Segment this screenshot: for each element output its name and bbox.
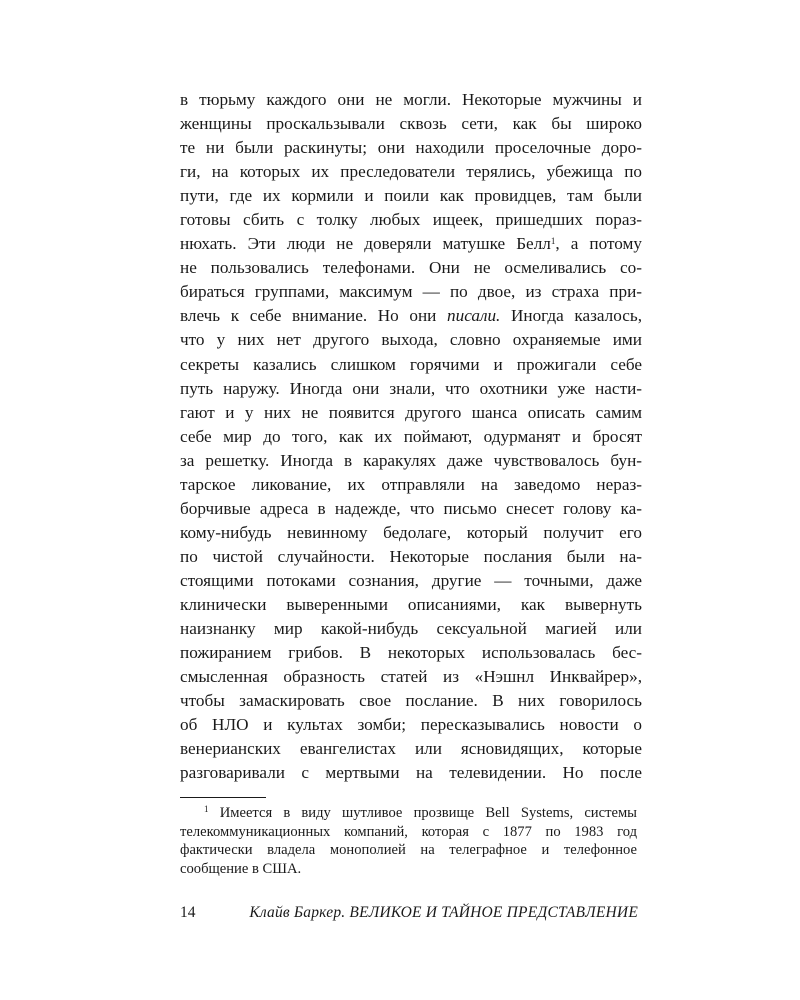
- footnote-divider: [180, 797, 266, 798]
- text-line: по чистой случайности. Некоторые послания были на-: [180, 546, 642, 566]
- text-line: пожиранием грибов. В некоторых использовалась бес-: [180, 643, 642, 663]
- text-line: готовы сбить с толку любых ищеек, пришедших пораз-: [180, 210, 642, 230]
- text-line: венерианских евангелистах или ясновидящих, которые: [180, 739, 642, 759]
- text-line: пути, где их кормили и поили как провидцев, там были: [180, 186, 642, 206]
- text-line: в тюрьму каждого они не могли. Некоторые мужчины и: [180, 90, 642, 109]
- text-line: те ни были раскинуты; они находили проселочные доро-: [180, 138, 642, 158]
- text-line: путь наружу. Иногда они знали, что охотники уже насти-: [180, 378, 642, 398]
- text-segment: влечь к себе внимание. Но они: [180, 306, 437, 326]
- footnote-line: фактически владела монополией на телеграфное и телефонное: [180, 842, 637, 858]
- text-line: разговаривали с мертвыми на телевидении. Но после: [180, 763, 642, 783]
- text-line: за решетку. Иногда в каракулях даже чувствовалось бун-: [180, 450, 642, 470]
- text-line: чтобы замаскировать свое послание. В них говорилось: [180, 691, 642, 711]
- text-line: себе мир до того, как их поймают, одурманят и бросят: [180, 426, 642, 446]
- text-line: смысленная образность статей из «Нэшнл Инквайрер»,: [180, 667, 642, 687]
- footnote-text: Имеется в виду шутливое прозвище Bell Systems, системы: [219, 805, 637, 821]
- footnote-line: [180, 804, 637, 823]
- text-line: тарское ликование, их отправляли на заведомо нераз-: [180, 474, 642, 494]
- text-line-with-italic: [180, 304, 642, 328]
- footnote-line-last: сообщение в США.: [180, 860, 302, 877]
- text-line: секреты казались слишком горячими и прожигали себе: [180, 354, 642, 374]
- text-line: наизнанку мир какой-нибудь сексуальной магией или: [180, 619, 642, 639]
- text-line: женщины проскальзывали сквозь сети, как бы широко: [180, 114, 642, 134]
- footnote-reference[interactable]: 1: [550, 236, 556, 247]
- text-line: бираться группами, максимум — по двое, из страха при-: [180, 282, 642, 302]
- text-line: кому-нибудь невинному бедолаге, который получит его: [180, 522, 642, 542]
- text-line: стоящими потоками сознания, другие — точными, даже: [180, 570, 642, 590]
- footnote-marker: 1: [204, 804, 209, 814]
- text-segment: нюхать. Эти люди не доверяли матушке Белл: [180, 234, 551, 254]
- text-segment: , а потому: [555, 234, 643, 254]
- page-number: 14: [180, 904, 196, 921]
- italic-emphasis: писали.: [447, 306, 501, 326]
- text-line: об НЛО и культах зомби; пересказывались новости о: [180, 715, 642, 735]
- page-footer: [180, 904, 642, 926]
- text-line: гают и у них не появится другого шанса описать самим: [180, 402, 642, 422]
- text-line: борчивые адреса в надежде, что письмо снесет голову ка-: [180, 498, 642, 518]
- text-segment: Иногда казалось,: [500, 306, 642, 326]
- text-line: ги, на которых их преследователи терялись, убежища по: [180, 162, 642, 182]
- footnote: [180, 804, 637, 878]
- running-title: Клайв Баркер. ВЕЛИКОЕ И ТАЙНОЕ ПРЕДСТАВЛЕНИЕ: [249, 904, 638, 921]
- text-line: что у них нет другого выхода, словно охраняемые ими: [180, 330, 642, 350]
- footnote-line: телекоммуникационных компаний, которая с 1877 по 1983 год: [180, 823, 637, 840]
- text-line: клинически выверенными описаниями, как вывернуть: [180, 594, 642, 614]
- text-line: не пользовались телефонами. Они не осмеливались со-: [180, 258, 642, 278]
- main-paragraph: [180, 88, 642, 785]
- page-body: [180, 88, 642, 785]
- text-line-with-footnote: [180, 232, 642, 256]
